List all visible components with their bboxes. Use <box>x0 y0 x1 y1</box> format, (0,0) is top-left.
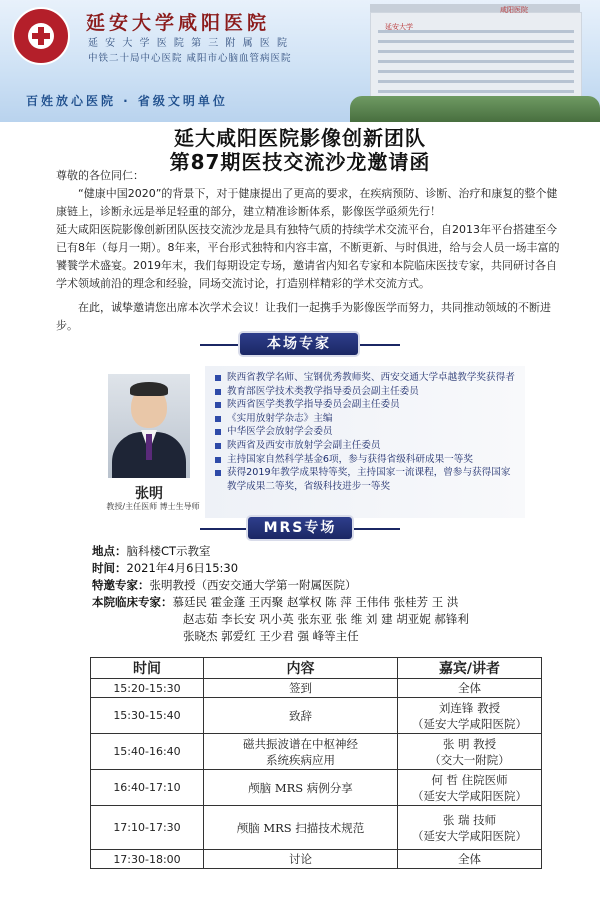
letter-greeting: 尊敬的各位同仁： <box>56 169 144 182</box>
special-value: 张明教授（西安交通大学第一附属医院） <box>149 578 357 592</box>
hospital-name: 延安大学咸阳医院 <box>86 12 271 34</box>
row-content: 签到 <box>204 679 398 698</box>
speaker-name: 张 瑞 技师 <box>442 812 497 827</box>
row-speaker <box>398 770 542 806</box>
row-content: 讨论 <box>204 850 398 869</box>
clinical-line-3: 张晓杰 郭爱红 王少君 强 峰等主任 <box>183 629 359 643</box>
invitation-title-line1: 延大咸阳医院影像创新团队 <box>174 126 426 150</box>
row-speaker <box>398 734 542 770</box>
time-label: 时间： <box>92 561 127 575</box>
table-row <box>91 734 542 770</box>
row-content <box>204 734 398 770</box>
credential-item: 陕西省医学类教学指导委员会副主任委员 <box>215 398 515 412</box>
building-sign-left: 延安大学 <box>385 23 413 31</box>
hospital-subtitle-1: 延 安 大 学 医 院 第 三 附 属 医 院 <box>88 38 289 49</box>
table-row <box>91 698 542 734</box>
clinical-line-2: 赵志茹 李长安 巩小英 张东亚 张 维 刘 建 胡亚妮 郝锋利 <box>183 612 469 626</box>
speaker-affiliation: （延安大学咸阳医院） <box>412 716 527 731</box>
letter-paragraph-2: 延大咸阳医院影像创新团队医技交流沙龙是具有独特气质的持续学术交流平台，自2013年平台搭建至今已有8年（每月一期）。8年来，平台形式独特和内容丰富，不断更新、与时俱进，给与会人员一场丰富的饕餮学术盛宴。2019年末，我们每期设定专场，邀请省内知名专家和本院临床医技专家，共同研讨各自学术领域前沿的理念和经验，同场交流讨论，打造别样精彩的学术交流方式。 <box>56 223 560 290</box>
table-row <box>91 770 542 806</box>
letter-paragraph-1: “健康中国2020”的背景下，对于健康提出了更高的要求，在疾病预防、诊断、治疗和康复的整个健康链上，诊断永远是举足轻重的部分，建立精准诊断体系，影像医学亟须先行！ <box>56 187 558 218</box>
schedule-table <box>90 657 542 869</box>
speaker-name: 何 哲 住院医师 <box>431 772 508 787</box>
hospital-subtitle-2: 中铁二十局中心医院 咸阳市心脑血管病医院 <box>88 53 292 64</box>
section-banner-mrs: MRS专场 <box>248 517 352 539</box>
table-row <box>91 806 542 850</box>
credential-item: 陕西省教学名师、宝钢优秀教师奖、西安交通大学卓越教学奖获得者 <box>215 371 515 385</box>
expert-title: 教授/主任医师 博士生导师 <box>106 502 200 511</box>
credential-item: 《实用放射学杂志》主编 <box>215 412 515 426</box>
speaker-name: 刘连锋 教授 <box>438 700 501 715</box>
row-content: 颅脑 MRS 病例分享 <box>204 770 398 806</box>
event-location <box>92 543 211 560</box>
row-content: 致辞 <box>204 698 398 734</box>
content-line-2: 系统疾病应用 <box>266 752 335 767</box>
content-line-1: 磁共振波谱在中枢神经 <box>243 736 358 751</box>
letter-body <box>56 167 562 335</box>
invitation-title-line2: 第87期医技交流沙龙邀请函 <box>169 150 431 174</box>
speaker-affiliation: （交大一附院） <box>429 752 510 767</box>
special-label: 特邀专家： <box>92 578 150 592</box>
event-time <box>92 560 238 577</box>
row-time: 15:20-15:30 <box>91 679 204 698</box>
row-time: 15:30-15:40 <box>91 698 204 734</box>
table-header-row <box>91 658 542 679</box>
trees <box>350 96 600 122</box>
row-time: 17:30-18:00 <box>91 850 204 869</box>
credential-item: 获得2019年教学成果特等奖，主持国家一流课程，曾参与获得国家教学成果二等奖，省级科技进步一等奖 <box>215 466 515 493</box>
time-value: 2021年4月6日15:30 <box>126 561 239 575</box>
red-cross-icon <box>28 23 54 49</box>
building-sign-right: 咸阳医院 <box>500 6 528 14</box>
letter-paragraph-3: 在此，诚挚邀请您出席本次学术会议！让我们一起携手为影像医学而努力，共同推动领域的不断进步。 <box>56 301 551 332</box>
row-speaker <box>398 806 542 850</box>
row-speaker <box>398 698 542 734</box>
clinical-label: 本院临床专家： <box>92 595 173 609</box>
special-guest <box>92 577 357 594</box>
location-label: 地点： <box>92 544 127 558</box>
hospital-building-image <box>350 0 600 122</box>
row-time: 16:40-17:10 <box>91 770 204 806</box>
row-time: 15:40-16:40 <box>91 734 204 770</box>
row-speaker: 全体 <box>398 679 542 698</box>
hospital-slogan: 百姓放心医院 · 省级文明单位 <box>26 94 228 108</box>
section-banner-experts: 本场专家 <box>240 333 358 355</box>
speaker-affiliation: （延安大学咸阳医院） <box>412 828 527 843</box>
credential-item: 教育部医学技术类教学指导委员会副主任委员 <box>215 385 515 399</box>
credential-item: 陕西省及西安市放射学会副主任委员 <box>215 439 515 453</box>
header-content: 内容 <box>204 658 398 679</box>
credential-item: 中华医学会放射学会委员 <box>215 425 515 439</box>
expert-credentials <box>215 371 515 493</box>
row-time: 17:10-17:30 <box>91 806 204 850</box>
clinical-line-1: 慕廷民 霍金蓬 王丙聚 赵掌权 陈 萍 王伟伟 张桂芳 王 洪 <box>172 595 459 609</box>
expert-photo <box>108 374 190 478</box>
clinical-experts <box>92 594 458 611</box>
header-speaker: 嘉宾/讲者 <box>398 658 542 679</box>
row-content: 颅脑 MRS 扫描技术规范 <box>204 806 398 850</box>
header-time: 时间 <box>91 658 204 679</box>
row-speaker: 全体 <box>398 850 542 869</box>
table-row <box>91 850 542 869</box>
table-row <box>91 679 542 698</box>
hospital-logo <box>12 7 70 65</box>
header-banner <box>0 0 600 122</box>
credential-item: 主持国家自然科学基金6项，参与获得省级科研成果一等奖 <box>215 453 515 467</box>
speaker-name: 张 明 教授 <box>442 736 497 751</box>
location-value: 脑科楼CT示教室 <box>126 544 211 558</box>
expert-name: 张明 <box>135 486 163 502</box>
speaker-affiliation: （延安大学咸阳医院） <box>412 788 527 803</box>
